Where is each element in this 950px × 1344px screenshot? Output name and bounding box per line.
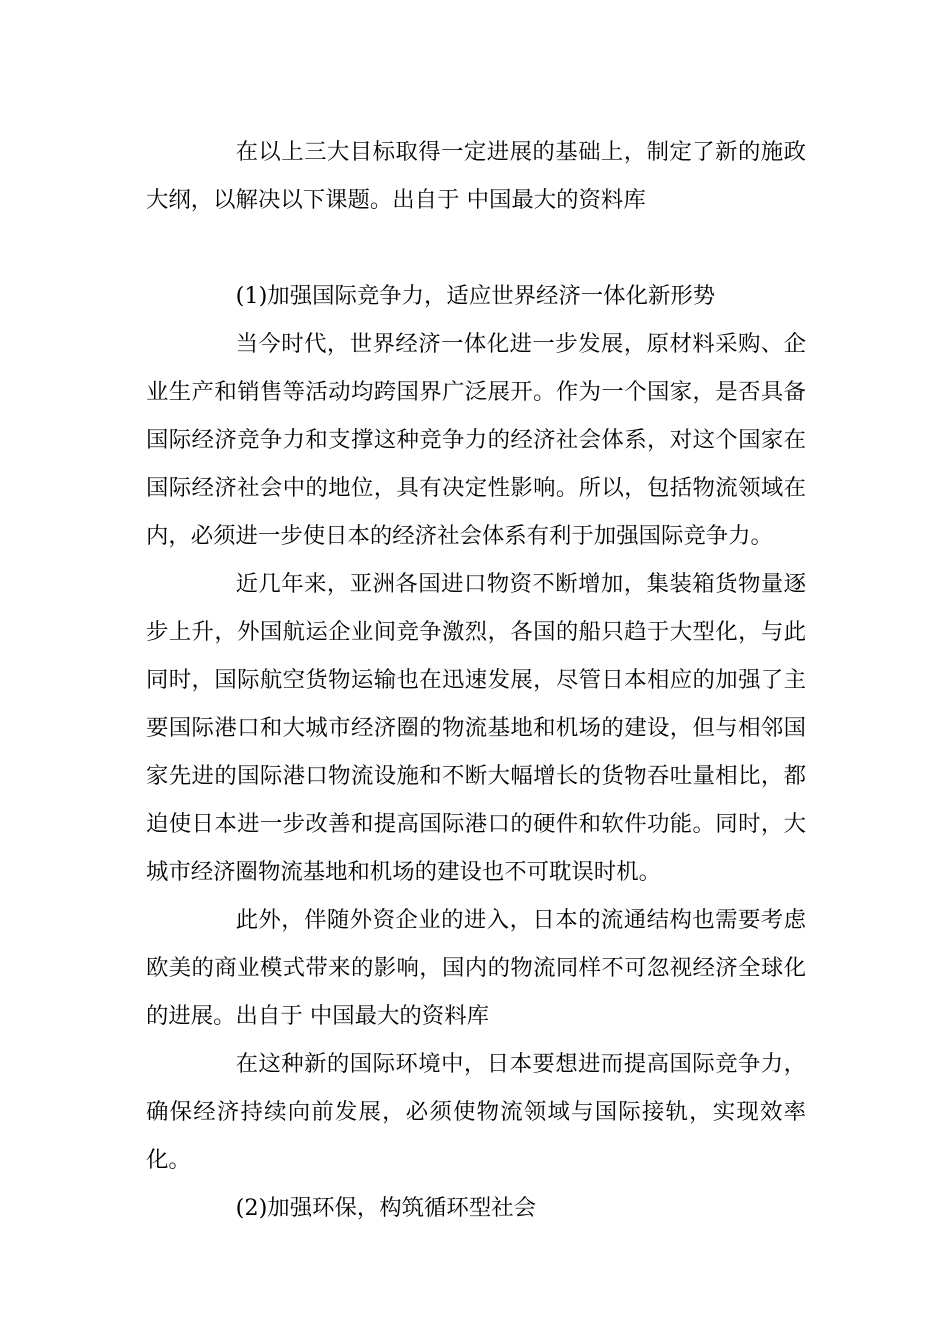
paragraph-asia-ports: 近几年来，亚洲各国进口物资不断增加，集装箱货物量逐步上升，外国航运企业间竞争激烈，各国的船只趋于大型化，与此同时，国际航空货物运输也在迅速发展，尽管日本相应的加强了主要国际港口和大城市经济圈的物流基地和机场的建设，但与相邻国家先进的国际港口物流设施和不断大幅增长的货物吞吐量相比，都迫使日本进一步改善和提高国际港口的硬件和软件功能。同时，大城市经济圈物流基地和机场的建设也不可耽误时机。: [146, 571, 806, 885]
paragraph-globalization: 当今时代，世界经济一体化进一步发展，原材料采购、企业生产和销售等活动均跨国界广泛展开。作为一个国家，是否具备国际经济竞争力和支撑这种竞争力的经济社会体系，对这个国家在国际经济社会中的地位，具有决定性影响。所以，包括物流领域在内，必须进一步使日本的经济社会体系有利于加强国际竞争力。: [146, 331, 806, 549]
section-heading-2: (2)加强环保，构筑循环型社会: [235, 1195, 536, 1221]
document-body: [146, 128, 806, 1232]
section-heading-1: (1)加强国际竞争力，适应世界经济一体化新形势: [235, 283, 716, 309]
paragraph-foreign-capital: 此外，伴随外资企业的进入，日本的流通结构也需要考虑欧美的商业模式带来的影响，国内的物流同样不可忽视经济全球化的进展。出自于 中国最大的资料库: [146, 907, 806, 1029]
paragraph-spacer: [146, 224, 806, 272]
paragraph-intro: 在以上三大目标取得一定进展的基础上，制定了新的施政大纲，以解决以下课题。出自于 中国最大的资料库: [146, 139, 806, 213]
paragraph-efficiency: 在这种新的国际环境中，日本要想进而提高国际竞争力，确保经济持续向前发展，必须使物流领域与国际接轨，实现效率化。: [146, 1051, 806, 1173]
